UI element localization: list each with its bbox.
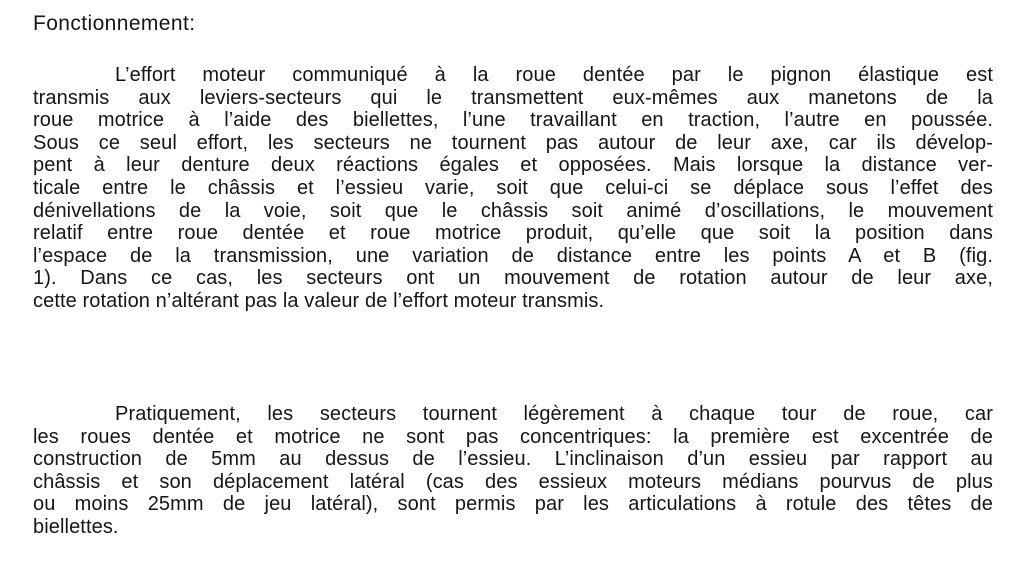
text-line: ticale entre le châssis et l’essieu varie, soit que celui-ci se déplace sous l’effet des [33,176,993,199]
text-line: dénivellations de la voie, soit que le châssis soit animé d’oscillations, le mouvement [33,199,993,222]
text-line: Pratiquement, les secteurs tournent légèrement à chaque tour de roue, car [115,403,993,425]
section-heading: Fonctionnement: [33,12,196,35]
text-line: les roues dentée et motrice ne sont pas concentriques: la première est excentrée de [33,425,993,448]
text-line: cette rotation n’altérant pas la valeur de l’effort moteur transmis. [33,289,605,312]
text-line: transmis aux leviers-secteurs qui le transmettent eux-mêmes aux manetons de la [33,86,993,109]
paragraph [33,64,993,313]
text-line: relatif entre roue dentée et roue motrice produit, qu’elle que soit la position dans [33,222,993,245]
text-line: l’espace de la transmission, une variation de distance entre les points A et B (fig. [33,244,993,267]
text-line: construction de 5mm au dessus de l’essieu. L’inclinaison d’un essieu par rapport au [33,448,993,471]
text-line: L’effort moteur communiqué à la roue dentée par le pignon élastique est [115,64,993,86]
text-line: pent à leur denture deux réactions égales et opposées. Mais lorsque la distance ver- [33,154,993,177]
text-line: châssis et son déplacement latéral (cas des essieux moteurs médians pourvus de plus [33,470,993,493]
paragraph [33,403,993,539]
text-line: roue motrice à l’aide des biellettes, l’une travaillant en traction, l’autre en poussée. [33,109,993,132]
text-line: biellettes. [33,515,119,538]
text-line: Sous ce seul effort, les secteurs ne tournent pas autour de leur axe, car ils dévelop- [33,131,993,154]
text-line: 1). Dans ce cas, les secteurs ont un mouvement de rotation autour de leur axe, [33,267,993,290]
text-line: ou moins 25mm de jeu latéral), sont permis par les articulations à rotule des têtes de [33,493,993,516]
